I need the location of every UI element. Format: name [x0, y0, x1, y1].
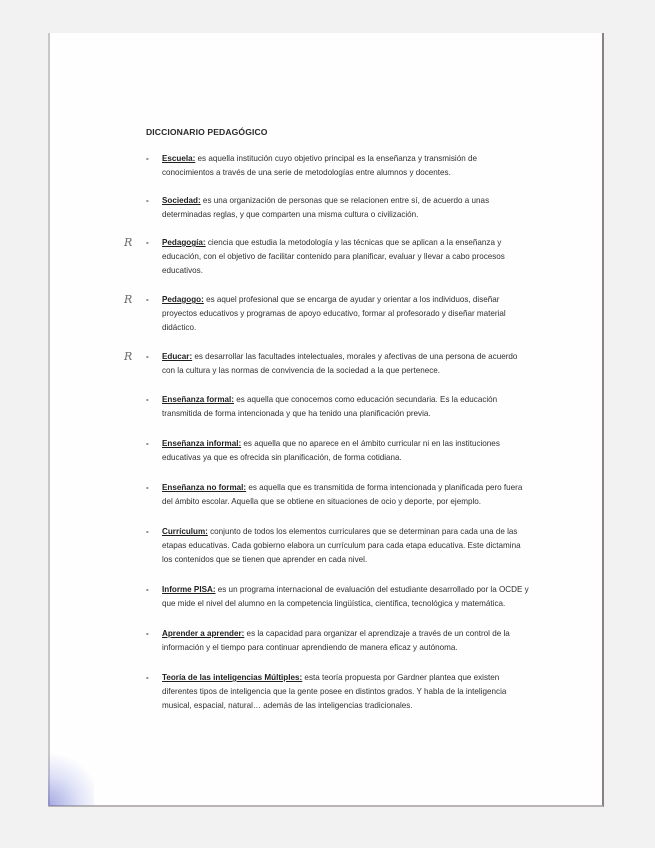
entry-educar — [124, 350, 530, 378]
handwritten-mark: R — [124, 236, 133, 249]
entry-definition: es un programa internacional de evaluación del estudiante desarrollado por la OCDE y que mide el nivel del alumno en la competencia lingüística, científica, tecnológica y matemática. — [162, 585, 529, 608]
entry-term: Sociedad: — [162, 196, 201, 205]
scan-corner-stain — [48, 752, 94, 806]
entry-list — [124, 152, 530, 713]
entry-aprender-a-aprender — [146, 627, 530, 655]
entry-term: Educar: — [162, 352, 193, 361]
entry-escuela — [146, 152, 530, 180]
bullet-dash: - — [146, 196, 149, 205]
entry-term: Aprender a aprender: — [162, 629, 245, 638]
bullet-dash: - — [146, 154, 149, 163]
bullet-dash: - — [146, 629, 149, 638]
entry-definition: es aquella que no aparece en el ámbito curricular ni en las instituciones educativas ya que es ofrecida sin planificación, de forma cotidiana. — [162, 439, 500, 462]
entry-ensenanza-formal — [146, 393, 530, 421]
entry-term: Currículum: — [162, 527, 208, 536]
entry-term: Escuela: — [162, 154, 196, 163]
entry-ensenanza-informal — [146, 437, 530, 465]
bullet-dash: - — [146, 238, 149, 247]
entry-term: Teoría de las inteligencias Múltiples: — [162, 673, 303, 682]
entry-sociedad — [146, 194, 530, 222]
entry-term: Enseñanza informal: — [162, 439, 242, 448]
bullet-dash: - — [146, 439, 149, 448]
entry-definition: esta teoría propuesta por Gardner plantea que existen diferentes tipos de inteligencia que la gente posee en distintos grados. Y habla de la inteligencia musical, espacial, natural… además de las inteligencias tradicionales. — [162, 673, 507, 710]
entry-informe-pisa — [146, 583, 530, 611]
entry-definition: es aquella que conocemos como educación secundaria. Es la educación transmitida de forma intencionada y que ha tenido una planificación previa. — [162, 395, 498, 418]
entry-definition: es la capacidad para organizar el aprendizaje a través de un control de la información y el tiempo para continuar aprendiendo de manera eficaz y autónoma. — [162, 629, 510, 652]
bullet-dash: - — [146, 395, 149, 404]
entry-definition: ciencia que estudia la metodología y las técnicas que se aplican a la enseñanza y educación, con el objetivo de facilitar contenido para planificar, evaluar y llevar a cabo procesos educativos. — [162, 238, 505, 275]
entry-definition: es aquella que es transmitida de forma intencionada y planificada pero fuera del ámbito escolar. Aquella que se obtiene en situaciones de ocio y deporte, por ejemplo. — [162, 483, 523, 506]
entry-definition: conjunto de todos los elementos curriculares que se determinan para cada una de las etapas educativas. Cada gobierno elabora un currículum para cada etapa educativa. Este dictamina los contenidos que se tienen que aprender en cada nivel. — [162, 527, 521, 564]
handwritten-mark: R — [124, 350, 133, 363]
entry-inteligencias-multiples — [146, 671, 530, 713]
entry-term: Informe PISA: — [162, 585, 216, 594]
bullet-dash: - — [146, 483, 149, 492]
entry-term: Pedagogía: — [162, 238, 206, 247]
bullet-dash: - — [146, 673, 149, 682]
entry-definition: es aquel profesional que se encarga de ayudar y orientar a los individuos, diseñar proyectos educativos y programas de apoyo educativo, formar al profesorado y diseñar material didáctico. — [162, 295, 506, 332]
handwritten-mark: R — [124, 293, 133, 306]
bullet-dash: - — [146, 527, 149, 536]
entry-pedagogo — [124, 293, 530, 335]
entry-definition: es aquella institución cuyo objetivo principal es la enseñanza y transmisión de conocimientos a través de una serie de metodologías entre alumnos y docentes. — [162, 154, 477, 177]
bullet-dash: - — [146, 295, 149, 304]
bullet-dash: - — [146, 352, 149, 361]
entry-definition: es una organización de personas que se relacionen entre sí, de acuerdo a unas determinadas reglas, y que comparten una misma cultura o civilización. — [162, 196, 490, 219]
document-title: DICCIONARIO PEDAGÓGICO — [146, 127, 268, 137]
entry-ensenanza-no-formal — [146, 481, 530, 509]
entry-term: Enseñanza no formal: — [162, 483, 247, 492]
entry-pedagogia — [124, 236, 530, 278]
entry-term: Enseñanza formal: — [162, 395, 234, 404]
entry-term: Pedagogo: — [162, 295, 204, 304]
entry-definition: es desarrollar las facultades intelectuales, morales y afectivas de una persona de acuerdo con la cultura y las normas de convivencia de la sociedad a la que pertenece. — [162, 352, 518, 375]
bullet-dash: - — [146, 585, 149, 594]
entry-curriculum — [146, 525, 530, 567]
